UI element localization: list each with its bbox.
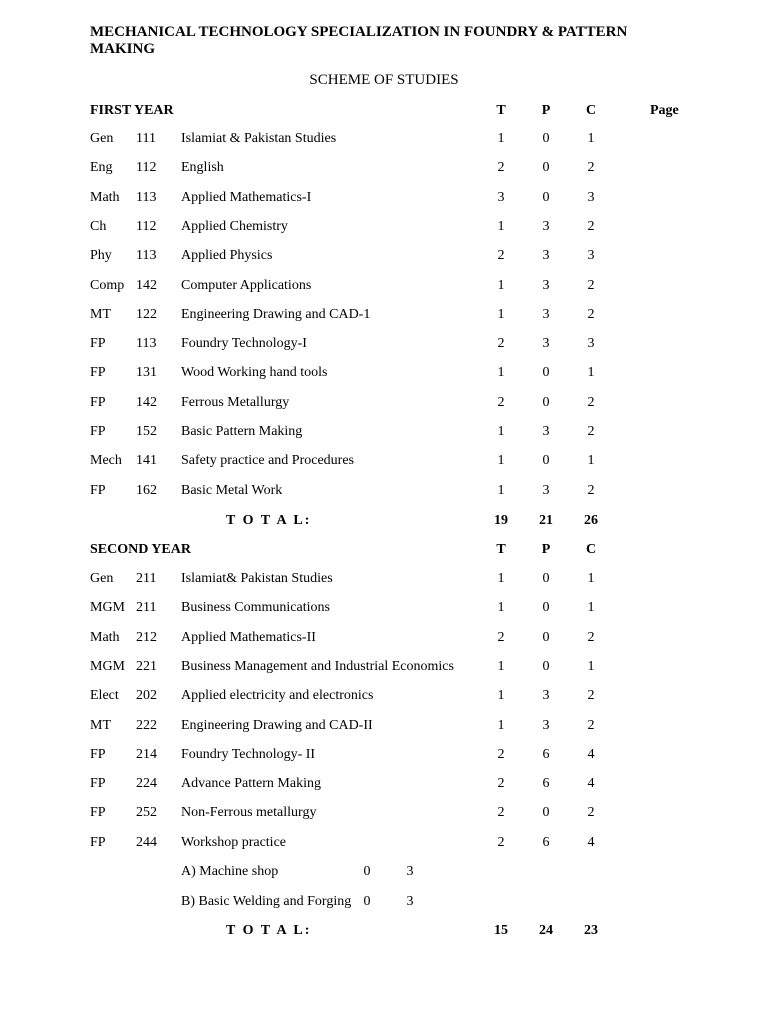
- total-p: 24: [539, 923, 553, 938]
- course-code: 252: [136, 805, 157, 821]
- course-name: Advance Pattern Making: [181, 776, 321, 792]
- sub-item-t: 0: [363, 864, 371, 879]
- course-c: 1: [587, 658, 595, 674]
- course-code: 212: [136, 629, 157, 645]
- course-c: 4: [587, 834, 595, 850]
- course-row: [0, 745, 768, 765]
- course-row: [0, 598, 768, 618]
- course-dept: Comp: [90, 277, 125, 293]
- second-year-heading: SECOND YEAR: [90, 542, 191, 557]
- course-t: 1: [497, 600, 505, 616]
- total-label: T O T A L:: [226, 513, 312, 528]
- course-row: [0, 657, 768, 677]
- course-code: 113: [136, 336, 157, 352]
- course-c: 1: [587, 365, 595, 381]
- course-c: 4: [587, 746, 595, 762]
- course-row: [0, 481, 768, 501]
- sub-item-name: A) Machine shop: [181, 864, 279, 879]
- course-code: 142: [136, 277, 157, 293]
- course-t: 1: [497, 365, 505, 381]
- course-t: 2: [497, 394, 505, 410]
- course-row: [0, 129, 768, 149]
- course-t: 1: [497, 658, 505, 674]
- course-p: 0: [542, 131, 550, 146]
- second-year-total-row: [0, 921, 768, 941]
- course-name: Applied Chemistry: [181, 218, 288, 234]
- course-code: 162: [136, 482, 157, 498]
- total-label: T O T A L:: [226, 923, 312, 938]
- course-name: Basic Metal Work: [181, 482, 283, 498]
- course-code: 113: [136, 189, 157, 205]
- course-p: 3: [542, 306, 550, 322]
- course-c: 2: [587, 805, 595, 821]
- course-row: [0, 363, 768, 383]
- course-name: Workshop practice: [181, 834, 286, 850]
- course-code: 214: [136, 746, 157, 762]
- course-code: 244: [136, 834, 157, 850]
- course-name: Applied Mathematics-II: [181, 629, 316, 645]
- course-code: 131: [136, 365, 157, 381]
- course-t: 2: [497, 746, 505, 762]
- course-c: 3: [587, 336, 595, 352]
- course-dept: Gen: [90, 571, 114, 586]
- course-code: 211: [136, 600, 157, 616]
- course-t: 3: [497, 189, 505, 205]
- course-row: [0, 716, 768, 736]
- course-dept: MGM: [90, 658, 126, 674]
- course-t: 2: [497, 248, 505, 264]
- total-c: 23: [584, 923, 598, 938]
- course-dept: FP: [90, 394, 106, 410]
- course-c: 1: [587, 131, 595, 146]
- sub-item-p: 3: [406, 864, 414, 879]
- course-name: Computer Applications: [181, 277, 312, 293]
- first-year-header-row: [0, 101, 768, 121]
- course-row: [0, 158, 768, 178]
- course-name: Business Communications: [181, 600, 330, 616]
- course-p: 0: [542, 189, 550, 205]
- course-name: Ferrous Metallurgy: [181, 394, 290, 410]
- course-t: 1: [497, 277, 505, 293]
- course-name: Islamiat & Pakistan Studies: [181, 131, 337, 146]
- course-row: [0, 217, 768, 237]
- course-code: 224: [136, 776, 157, 792]
- course-t: 1: [497, 453, 505, 469]
- course-p: 3: [542, 688, 550, 704]
- course-dept: FP: [90, 746, 106, 762]
- course-p: 3: [542, 336, 550, 352]
- course-c: 2: [587, 424, 595, 439]
- course-p: 0: [542, 658, 550, 674]
- course-name: Engineering Drawing and CAD-II: [181, 717, 373, 733]
- course-code: 111: [136, 131, 156, 146]
- col-p-header: P: [541, 542, 551, 557]
- course-code: 211: [136, 571, 157, 586]
- document-subtitle: SCHEME OF STUDIES: [309, 72, 459, 88]
- course-code: 112: [136, 160, 157, 176]
- course-row: [0, 686, 768, 706]
- course-t: 1: [497, 131, 505, 146]
- course-dept: Elect: [90, 688, 119, 704]
- course-t: 1: [497, 482, 505, 498]
- course-c: 2: [587, 629, 595, 645]
- course-name: Foundry Technology-I: [181, 336, 307, 352]
- course-t: 1: [497, 306, 505, 322]
- course-row: [0, 305, 768, 325]
- second-year-header-row: [0, 540, 768, 560]
- course-dept: FP: [90, 482, 106, 498]
- course-dept: FP: [90, 776, 106, 792]
- course-name: Islamiat& Pakistan Studies: [181, 571, 333, 586]
- total-p: 21: [539, 513, 553, 528]
- course-t: 2: [497, 834, 505, 850]
- course-name: Applied electricity and electronics: [181, 688, 374, 704]
- course-t: 2: [497, 336, 505, 352]
- course-p: 0: [542, 394, 550, 410]
- course-t: 2: [497, 629, 505, 645]
- total-t: 19: [494, 513, 508, 528]
- course-dept: Mech: [90, 453, 122, 469]
- course-t: 1: [497, 571, 505, 586]
- course-t: 1: [497, 717, 505, 733]
- course-p: 0: [542, 571, 550, 586]
- course-name: Applied Mathematics-I: [181, 189, 312, 205]
- course-row: [0, 276, 768, 296]
- course-t: 1: [497, 218, 505, 234]
- course-p: 0: [542, 629, 550, 645]
- course-dept: Phy: [90, 248, 112, 264]
- course-p: 3: [542, 717, 550, 733]
- course-dept: MT: [90, 306, 111, 322]
- course-p: 0: [542, 600, 550, 616]
- course-p: 0: [542, 365, 550, 381]
- course-row: [0, 334, 768, 354]
- course-t: 1: [497, 424, 505, 439]
- course-p: 6: [542, 746, 550, 762]
- course-c: 2: [587, 277, 595, 293]
- course-code: 152: [136, 424, 157, 439]
- course-name: Foundry Technology- II: [181, 746, 316, 762]
- course-p: 3: [542, 248, 550, 264]
- course-name: Engineering Drawing and CAD-1: [181, 306, 371, 322]
- course-c: 1: [587, 600, 595, 616]
- sub-item-name: B) Basic Welding and Forging: [181, 893, 352, 909]
- course-t: 1: [497, 688, 505, 704]
- course-p: 6: [542, 776, 550, 792]
- course-p: 0: [542, 805, 550, 821]
- course-row: [0, 628, 768, 648]
- course-code: 142: [136, 394, 157, 410]
- sub-item-p: 3: [406, 893, 414, 909]
- course-dept: Math: [90, 629, 120, 645]
- course-c: 2: [587, 394, 595, 410]
- course-c: 2: [587, 306, 595, 322]
- course-c: 4: [587, 776, 595, 792]
- first-year-heading: FIRST YEAR: [90, 103, 174, 118]
- total-t: 15: [494, 923, 508, 938]
- course-t: 2: [497, 805, 505, 821]
- course-code: 221: [136, 658, 157, 674]
- course-name: Applied Physics: [181, 248, 273, 264]
- col-p-header: P: [541, 103, 551, 118]
- course-name: English: [181, 160, 224, 176]
- col-page-header: Page: [650, 103, 679, 118]
- course-c: 3: [587, 248, 595, 264]
- course-row: [0, 833, 768, 853]
- course-dept: FP: [90, 834, 106, 850]
- course-name: Safety practice and Procedures: [181, 453, 354, 469]
- course-c: 1: [587, 571, 595, 586]
- course-c: 3: [587, 189, 595, 205]
- course-code: 122: [136, 306, 157, 322]
- col-c-header: C: [585, 542, 597, 557]
- sub-item-row: [0, 892, 768, 912]
- total-c: 26: [584, 513, 598, 528]
- sub-item-t: 0: [363, 893, 371, 909]
- course-row: [0, 774, 768, 794]
- course-row: [0, 422, 768, 442]
- course-c: 2: [587, 218, 595, 234]
- course-code: 113: [136, 248, 157, 264]
- course-dept: FP: [90, 365, 106, 381]
- course-dept: FP: [90, 336, 106, 352]
- course-code: 202: [136, 688, 157, 704]
- course-dept: FP: [90, 805, 106, 821]
- col-t-header: T: [496, 542, 506, 557]
- course-row: [0, 393, 768, 413]
- course-t: 2: [497, 160, 505, 176]
- course-p: 0: [542, 453, 550, 469]
- course-p: 0: [542, 160, 550, 176]
- course-name: Business Management and Industrial Economics: [181, 658, 454, 674]
- course-row: [0, 246, 768, 266]
- course-c: 2: [587, 160, 595, 176]
- course-p: 3: [542, 277, 550, 293]
- course-code: 141: [136, 453, 157, 469]
- course-name: Non-Ferrous metallurgy: [181, 805, 317, 821]
- course-dept: FP: [90, 424, 106, 439]
- col-c-header: C: [585, 103, 597, 118]
- course-dept: MT: [90, 717, 111, 733]
- course-dept: Eng: [90, 160, 113, 176]
- course-dept: MGM: [90, 600, 126, 616]
- course-name: Basic Pattern Making: [181, 424, 303, 439]
- course-row: [0, 803, 768, 823]
- first-year-total-row: [0, 511, 768, 531]
- course-dept: Gen: [90, 131, 114, 146]
- course-c: 2: [587, 688, 595, 704]
- course-row: [0, 569, 768, 589]
- course-code: 112: [136, 218, 157, 234]
- course-dept: Ch: [90, 218, 107, 234]
- course-row: [0, 188, 768, 208]
- course-name: Wood Working hand tools: [181, 365, 328, 381]
- course-c: 2: [587, 717, 595, 733]
- course-p: 3: [542, 482, 550, 498]
- course-p: 3: [542, 218, 550, 234]
- course-c: 2: [587, 482, 595, 498]
- course-dept: Math: [90, 189, 120, 205]
- course-p: 3: [542, 424, 550, 439]
- sub-item-row: [0, 862, 768, 882]
- col-t-header: T: [496, 103, 506, 118]
- document-title: MECHANICAL TECHNOLOGY SPECIALIZATION IN FOUNDRY & PATTERN MAKING: [90, 24, 628, 57]
- course-code: 222: [136, 717, 157, 733]
- course-row: [0, 451, 768, 471]
- course-p: 6: [542, 834, 550, 850]
- course-c: 1: [587, 453, 595, 469]
- course-t: 2: [497, 776, 505, 792]
